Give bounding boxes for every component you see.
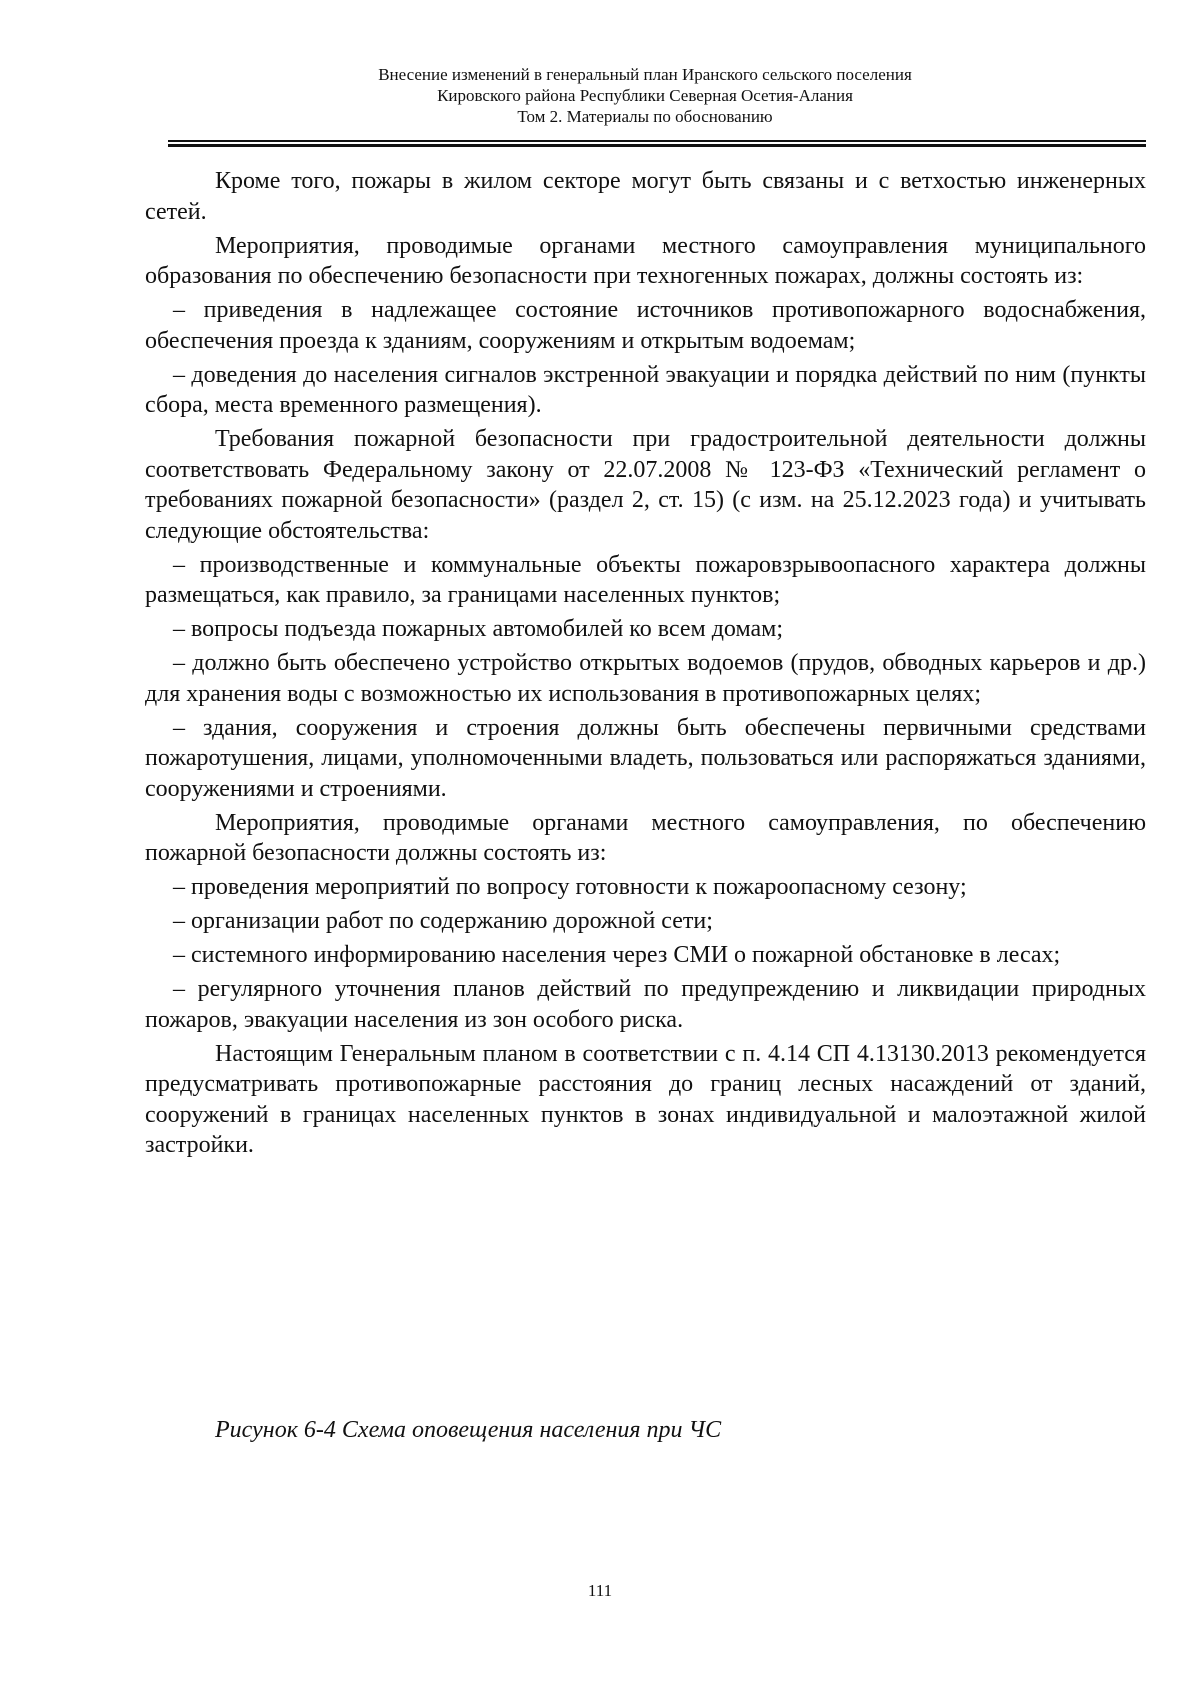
page-number: 111	[587, 1581, 613, 1600]
paragraph: Мероприятия, проводимые органами местного самоуправления, по обеспечению пожарной безопасности должны состоять из:	[145, 809, 1146, 866]
page-header	[145, 64, 1145, 127]
header-divider-thin	[168, 140, 1146, 142]
list-item: – системного информированию населения через СМИ о пожарной обстановке в лесах;	[173, 942, 1061, 968]
paragraph: Настоящим Генеральным планом в соответствии с п. 4.14 СП 4.13130.2013 рекомендуется предусматривать противопожарные расстояния до границ лесных насаждений от зданий, сооружений в границах населенных пунктов в зонах индивидуальной и малоэтажной жилой застройки.	[145, 1040, 1146, 1158]
list-item: – вопросы подъезда пожарных автомобилей ко всем домам;	[173, 616, 783, 642]
paragraph: Кроме того, пожары в жилом секторе могут быть связаны и с ветхостью инженерных сетей.	[145, 168, 1146, 225]
list-item: – регулярного уточнения планов действий по предупреждению и ликвидации природных пожаров, эвакуации населения из зон особого риска.	[145, 976, 1146, 1033]
list-item: – должно быть обеспечено устройство открытых водоемов (прудов, обводных карьеров и др.) для хранения воды с возможностью их использования в противопожарных целях;	[145, 650, 1146, 707]
paragraph: Мероприятия, проводимые органами местного самоуправления муниципального образования по обеспечению безопасности при техногенных пожарах, должны состоять из:	[145, 232, 1146, 289]
list-item: – приведения в надлежащее состояние источников противопожарного водоснабжения, обеспечения проезда к зданиям, сооружениям и открытым водоемам;	[145, 297, 1146, 354]
list-item: – здания, сооружения и строения должны быть обеспечены первичными средствами пожаротушения, лицами, уполномоченными владеть, пользоваться или распоряжаться зданиями, сооружениями и строениями.	[145, 714, 1146, 802]
header-divider-thick	[168, 144, 1146, 147]
document-body	[145, 166, 1146, 1164]
header-line-3: Том 2. Материалы по обоснованию	[517, 107, 773, 126]
list-item: – организации работ по содержанию дорожной сети;	[173, 908, 713, 934]
figure-caption: Рисунок 6-4 Схема оповещения населения при ЧС	[215, 1417, 722, 1443]
list-item: – производственные и коммунальные объекты пожаровзрывоопасного характера должны размещаться, как правило, за границами населенных пунктов;	[145, 551, 1146, 608]
paragraph: Требования пожарной безопасности при градостроительной деятельности должны соответствовать Федеральному закону от 22.07.2008 № 123-ФЗ «Технический регламент о требованиях пожарной безопасности» (раздел 2, ст. 15) (с изм. на 25.12.2023 года) и учитывать следующие обстоятельства:	[145, 426, 1146, 544]
header-line-2: Кировского района Республики Северная Осетия-Алания	[437, 86, 853, 105]
header-line-1: Внесение изменений в генеральный план Иранского сельского поселения	[378, 65, 912, 84]
list-item: – доведения до населения сигналов экстренной эвакуации и порядка действий по ним (пункты сбора, места временного размещения).	[145, 361, 1146, 418]
list-item: – проведения мероприятий по вопросу готовности к пожароопасному сезону;	[173, 874, 967, 900]
